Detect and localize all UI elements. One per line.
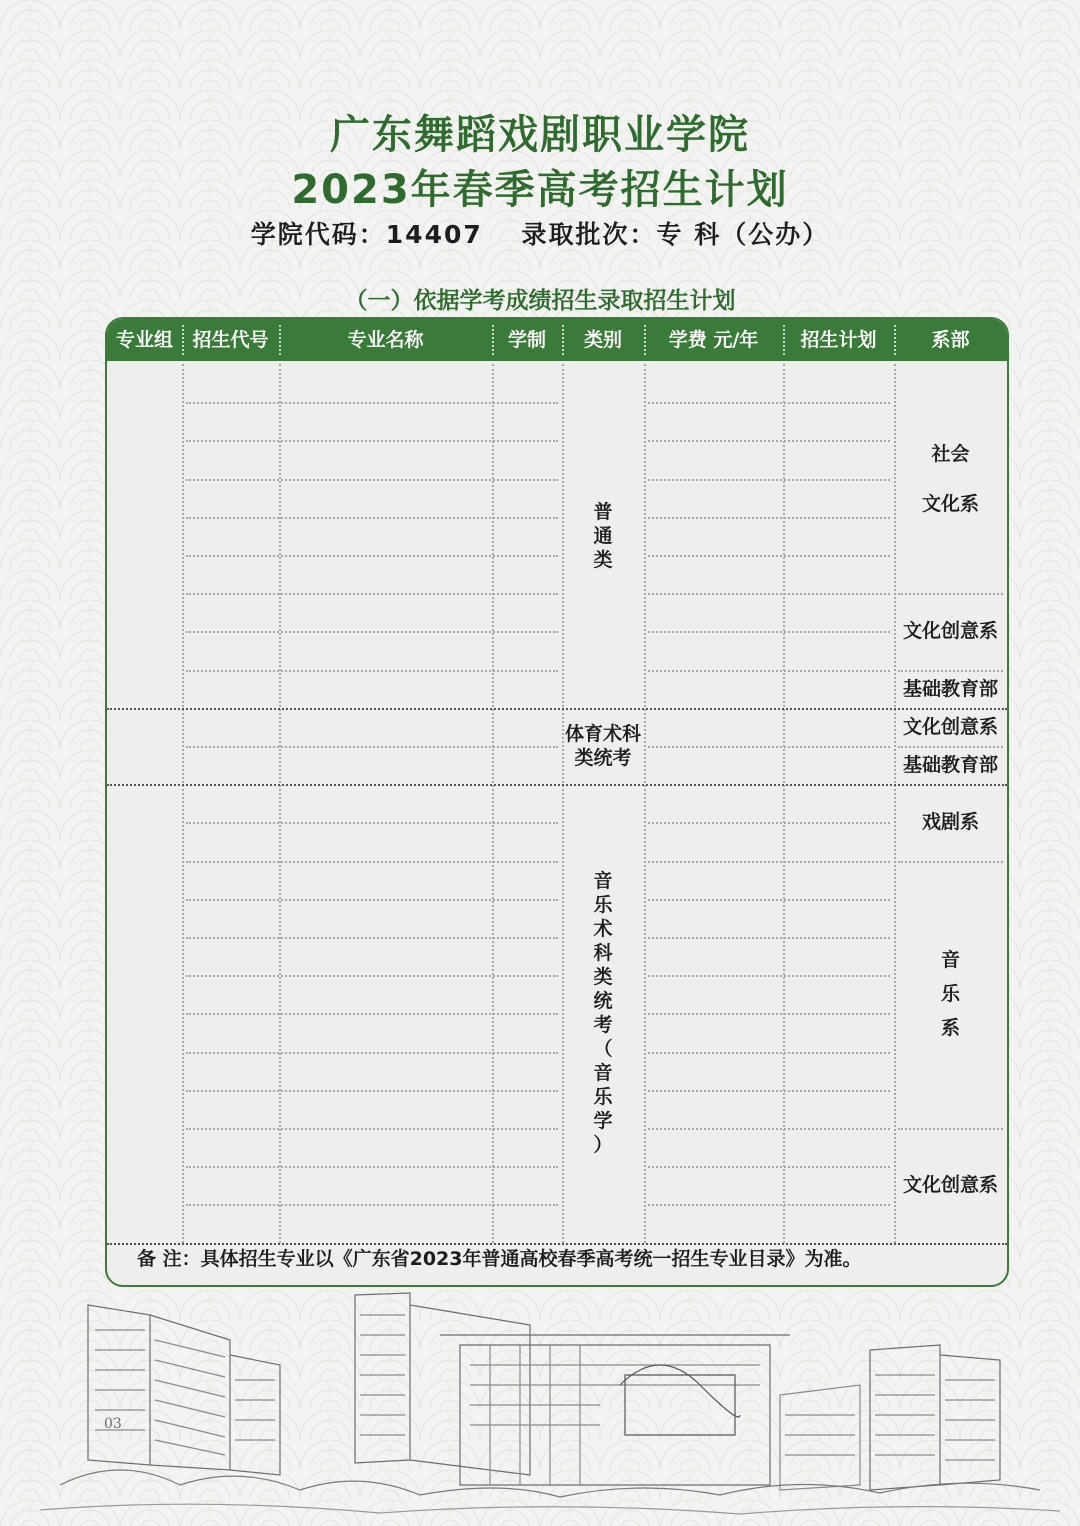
row-fee [644,784,783,822]
row-years [492,517,562,555]
row-code [182,593,279,631]
row-code [182,1166,279,1204]
row-fee [644,1204,783,1242]
row-divider [186,1013,558,1015]
row-fee [644,975,783,1013]
row-divider [898,670,1003,672]
row-divider [648,517,890,519]
group-label [107,727,182,765]
category-text: ） [593,1134,613,1157]
category-text: 类 [593,548,613,571]
row-divider [186,479,558,481]
row-name [279,517,492,555]
row-code [182,440,279,478]
row-divider [648,555,890,557]
row-divider [648,1204,890,1206]
header-divider [783,325,785,355]
row-years [492,861,562,899]
row-name [279,364,492,402]
row-name [279,1013,492,1051]
row-years [492,1166,562,1204]
category-text: 音 [593,1062,613,1085]
header-cell: 系部 [931,329,970,351]
row-divider [186,861,558,863]
row-fee [644,555,783,593]
row-years [492,746,562,784]
row-years [492,364,562,402]
row-name [279,861,492,899]
row-divider [898,593,1003,595]
row-years [492,402,562,440]
row-plan [783,1204,894,1242]
department-text: 文化系 [921,492,979,515]
row-divider [186,593,558,595]
row-name [279,631,492,669]
row-plan [783,1013,894,1051]
row-code [182,975,279,1013]
row-divider [186,822,558,824]
row-plan [783,784,894,822]
row-fee [644,364,783,402]
row-divider [186,402,558,404]
header-cell: 学制 [507,329,546,351]
row-divider [648,1090,890,1092]
row-years [492,440,562,478]
row-years [492,631,562,669]
category-label [562,500,644,572]
row-years [492,1204,562,1242]
row-fee [644,899,783,937]
row-divider [186,517,558,519]
header-divider [562,325,564,355]
section-title: （一）依据学考成绩招生录取招生计划 [344,288,736,314]
row-divider [186,440,558,442]
row-plan [783,555,894,593]
row-name [279,1204,492,1242]
department-label [894,753,1007,777]
category-text: 统 [593,990,613,1013]
header-cell: 招生计划 [800,329,877,351]
admission-batch: 录取批次：专 科（公办） [521,220,830,249]
row-name [279,822,492,860]
row-fee [644,708,783,746]
category-label [562,869,644,1157]
row-years [492,1128,562,1166]
row-divider [186,631,558,633]
row-fee [644,631,783,669]
department-label [894,619,1007,643]
row-name [279,899,492,937]
category-text: 音 [593,870,613,893]
row-divider [186,1166,558,1168]
row-plan [783,1166,894,1204]
row-plan [783,899,894,937]
row-code [182,784,279,822]
campus-buildings-illustration [0,1285,1080,1526]
row-code [182,1128,279,1166]
row-plan [783,517,894,555]
row-fee [644,937,783,975]
row-plan [783,670,894,708]
row-plan [783,593,894,631]
row-divider [898,861,1003,863]
category-text: 乐 [593,1086,613,1109]
row-code [182,937,279,975]
row-divider [648,822,890,824]
header-cell: 学费 元/年 [668,329,759,351]
row-plan [783,746,894,784]
group-label [107,517,182,555]
department-label [894,429,1007,529]
row-divider [648,746,890,748]
row-years [492,708,562,746]
header-divider [644,325,646,355]
row-code [182,1052,279,1090]
row-code [182,1204,279,1242]
row-name [279,593,492,631]
row-code [182,899,279,937]
department-text: 文化创意系 [902,620,998,643]
row-divider [648,861,890,863]
row-code [182,1090,279,1128]
page-title: 广东舞蹈戏剧职业学院 [330,112,750,158]
row-plan [783,1090,894,1128]
header-cell: 专业组 [115,329,173,351]
row-code [182,746,279,784]
department-text: 戏剧系 [921,811,979,834]
row-plan [783,1052,894,1090]
row-name [279,555,492,593]
row-plan [783,708,894,746]
row-name [279,1090,492,1128]
group-label [107,994,182,1032]
row-code [182,402,279,440]
row-divider [186,975,558,977]
row-fee [644,1090,783,1128]
category-text: 术 [593,918,613,941]
row-plan [783,861,894,899]
row-fee [644,1166,783,1204]
row-name [279,746,492,784]
row-divider [186,1128,558,1130]
row-divider [648,899,890,901]
category-text: 类统考 [574,747,632,769]
row-code [182,670,279,708]
row-divider [648,631,890,633]
row-name [279,670,492,708]
group-divider [107,708,1007,710]
row-years [492,1090,562,1128]
row-years [492,593,562,631]
row-fee [644,670,783,708]
row-years [492,479,562,517]
department-text: 基础教育部 [902,754,998,777]
category-text: 学 [593,1110,613,1133]
row-fee [644,402,783,440]
row-code [182,631,279,669]
row-divider [648,1013,890,1015]
enrollment-table [105,317,1009,1287]
row-divider [186,1090,558,1092]
header-divider [279,325,281,355]
row-years [492,937,562,975]
row-name [279,1166,492,1204]
row-plan [783,364,894,402]
row-code [182,555,279,593]
row-fee [644,822,783,860]
row-fee [644,1052,783,1090]
row-fee [644,1013,783,1051]
row-divider [648,1166,890,1168]
note-divider [107,1243,1007,1245]
row-name [279,440,492,478]
category-text: 普 [593,500,613,523]
row-plan [783,937,894,975]
row-years [492,784,562,822]
category-text: 乐 [593,894,613,917]
category-text: 科 [593,942,613,965]
row-years [492,555,562,593]
row-divider [186,937,558,939]
row-years [492,1052,562,1090]
category-label [562,722,644,770]
row-divider [648,402,890,404]
row-plan [783,822,894,860]
row-code [182,479,279,517]
page-number: 03 [104,1416,122,1432]
row-divider [648,975,890,977]
table-header [107,319,1007,361]
row-years [492,975,562,1013]
row-divider [898,746,1003,748]
row-name [279,708,492,746]
department-text: 基础教育部 [902,677,998,700]
department-text: 音 [940,949,960,972]
group-divider [107,784,1007,786]
department-label [894,943,1007,1045]
row-divider [648,593,890,595]
row-name [279,975,492,1013]
row-fee [644,440,783,478]
row-years [492,899,562,937]
header-divider [894,325,896,355]
row-divider [648,670,890,672]
category-text: 通 [593,524,613,547]
row-code [182,1013,279,1051]
row-divider [648,1128,890,1130]
row-fee [644,746,783,784]
row-divider [186,555,558,557]
page-subtitle: 2023年春季高考招生计划 [291,167,789,213]
row-plan [783,1128,894,1166]
header-cell: 专业名称 [347,329,424,351]
row-code [182,517,279,555]
header-cell: 招生代号 [192,329,269,351]
row-code [182,364,279,402]
header-divider [182,325,184,355]
row-name [279,1052,492,1090]
row-plan [783,440,894,478]
department-label [894,677,1007,701]
row-plan [783,479,894,517]
row-divider [186,670,558,672]
row-divider [898,1128,1003,1130]
row-plan [783,402,894,440]
row-plan [783,975,894,1013]
row-name [279,1128,492,1166]
row-name [279,784,492,822]
department-label [894,1173,1007,1197]
row-divider [648,1052,890,1054]
row-divider [648,937,890,939]
college-info [0,215,1080,251]
row-code [182,708,279,746]
row-fee [644,1128,783,1166]
row-years [492,1013,562,1051]
row-plan [783,631,894,669]
row-fee [644,517,783,555]
row-name [279,479,492,517]
category-text: 体育术科 [564,723,641,745]
row-divider [186,1204,558,1206]
category-text: （ [593,1038,613,1061]
row-name [279,937,492,975]
college-code: 学院代码：14407 [250,220,483,249]
department-label [894,810,1007,834]
table-note: 备 注：具体招生专业以《广东省2023年普通高校春季高考统一招生专业目录》为准。 [137,1248,862,1270]
row-fee [644,479,783,517]
row-code [182,822,279,860]
row-fee [644,861,783,899]
department-text: 文化创意系 [902,1174,998,1197]
row-divider [648,440,890,442]
row-divider [186,899,558,901]
department-label [894,715,1007,739]
department-text: 社会 [931,442,970,465]
row-divider [186,746,558,748]
row-divider [648,479,890,481]
row-years [492,670,562,708]
row-fee [644,593,783,631]
department-text: 系 [940,1017,960,1040]
row-code [182,861,279,899]
department-text: 文化创意系 [902,715,998,738]
department-text: 乐 [940,983,960,1006]
category-text: 类 [593,966,613,989]
row-years [492,822,562,860]
category-text: 考 [593,1014,613,1037]
row-name [279,402,492,440]
header-cell: 类别 [583,329,622,351]
header-divider [492,325,494,355]
row-divider [186,1052,558,1054]
